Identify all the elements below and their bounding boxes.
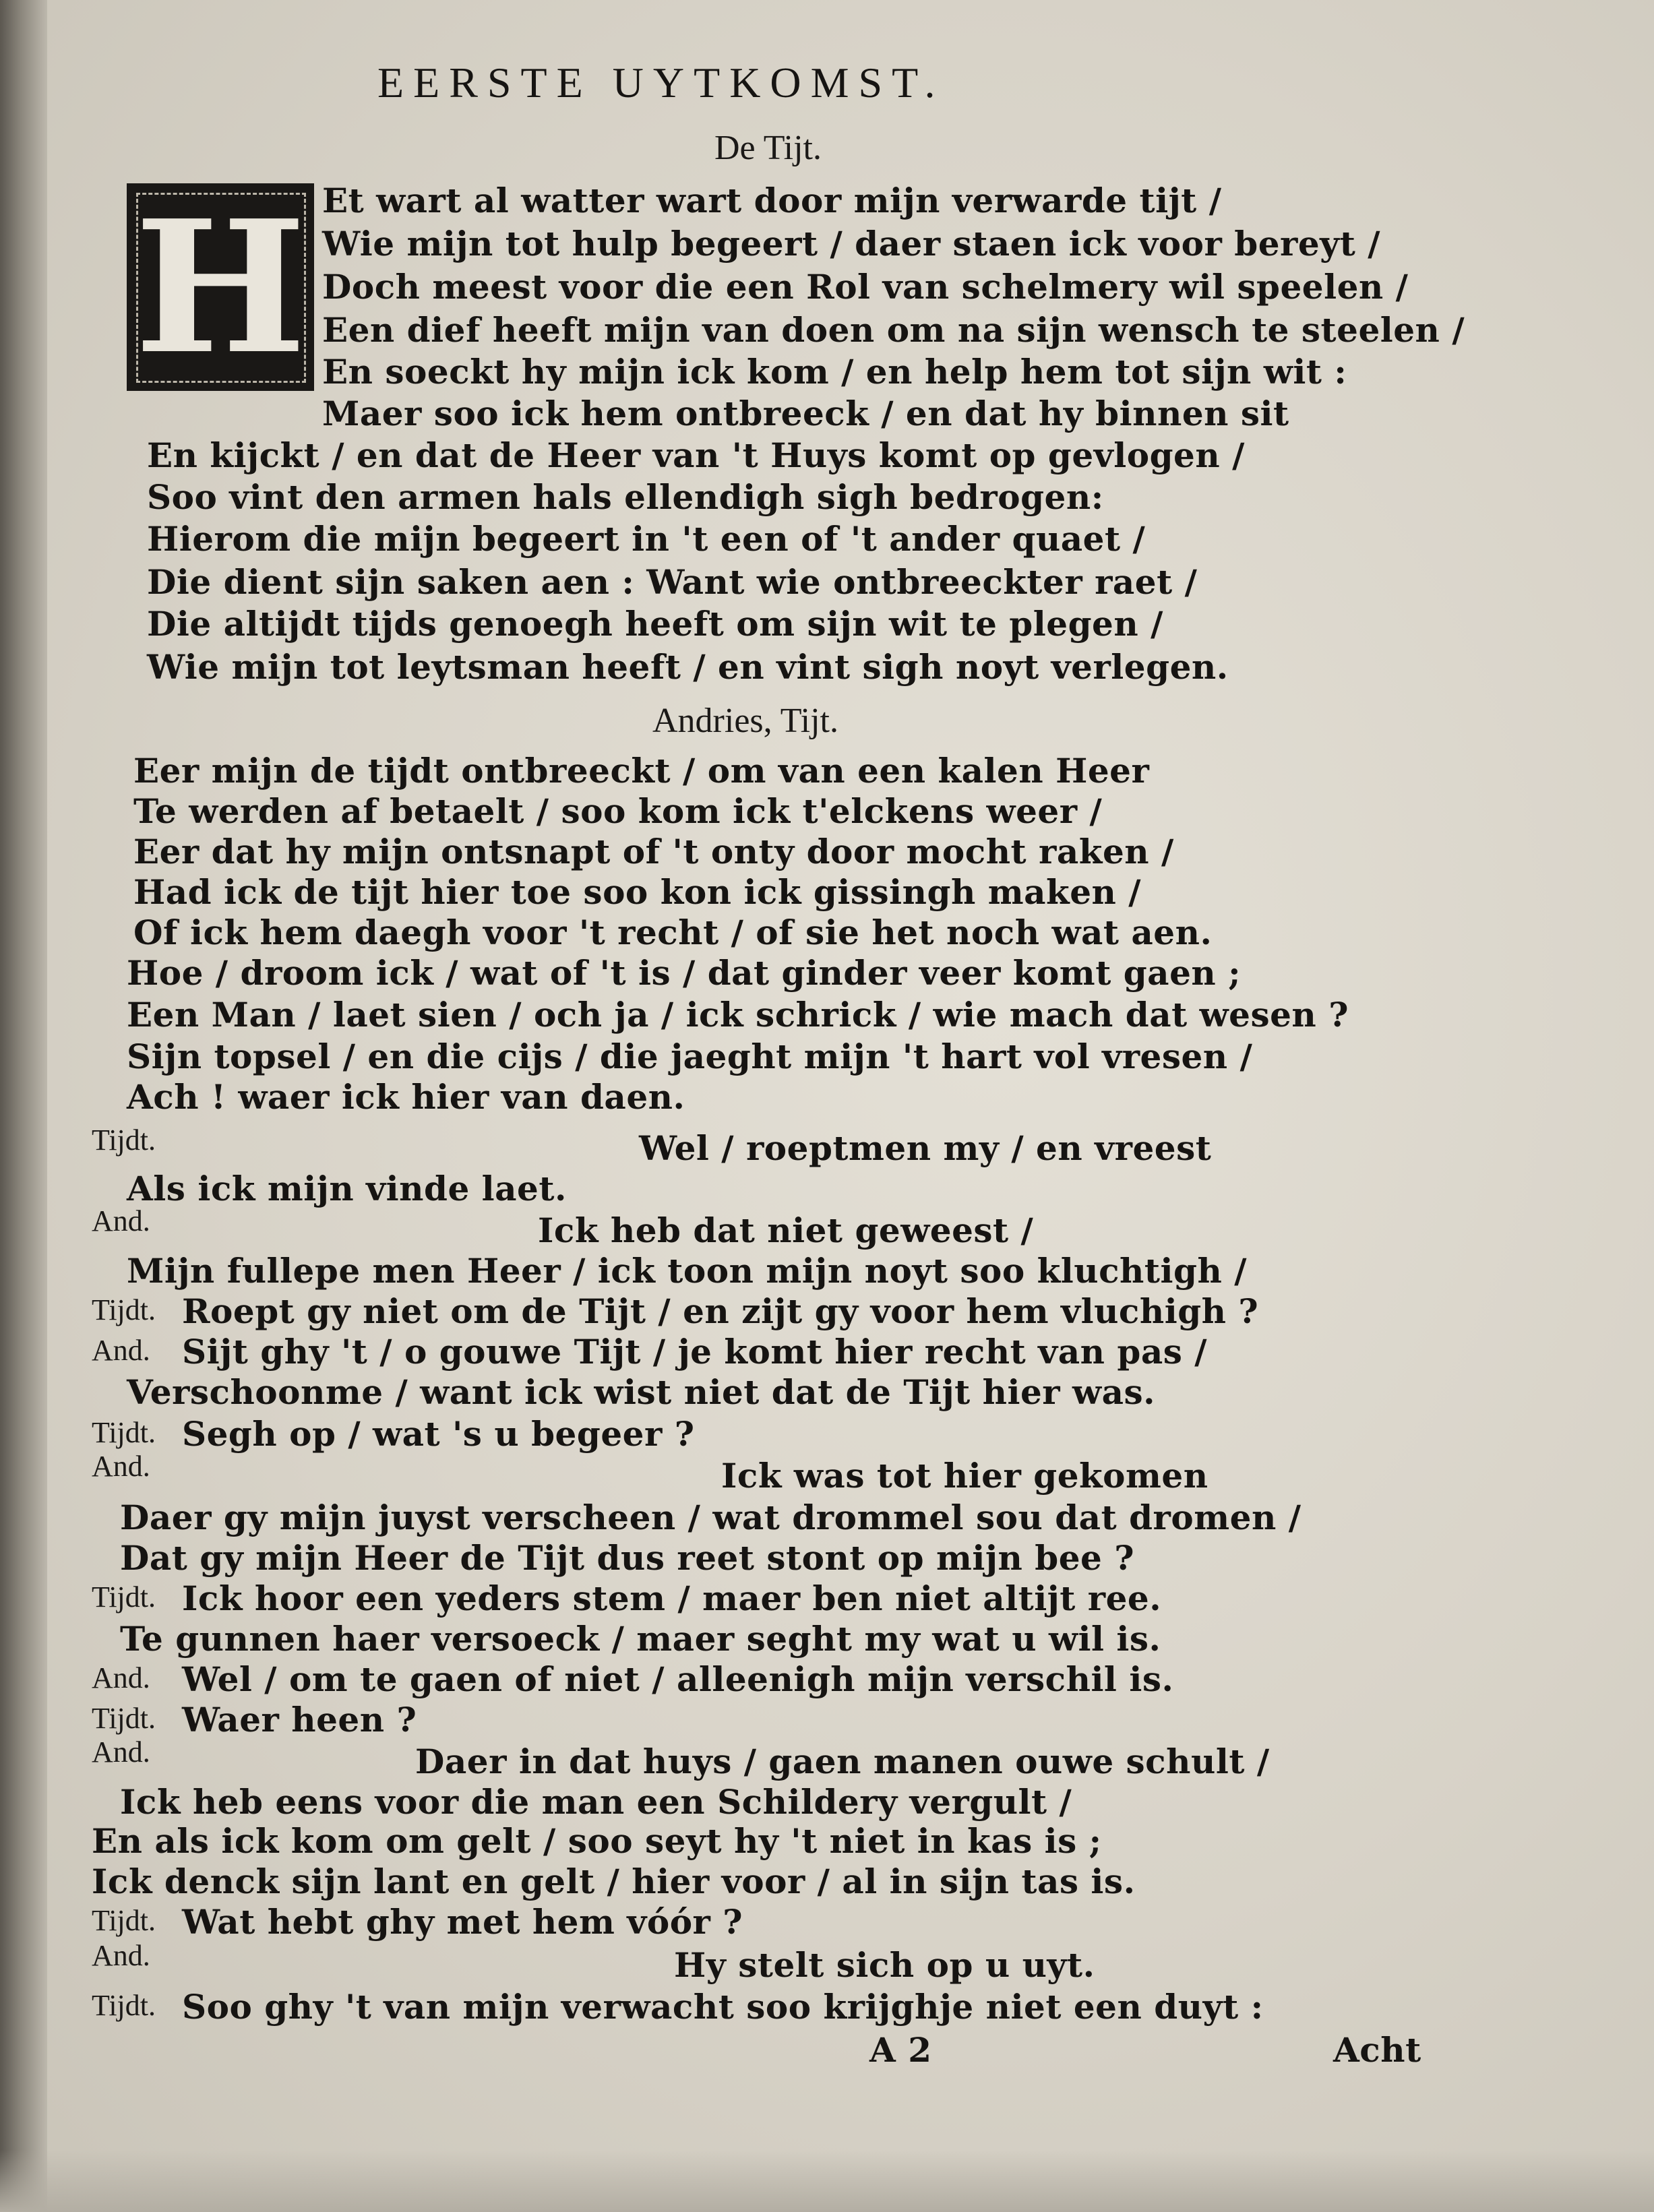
verse-line: Die altijdt tijds genoegh heeft om sijn wit te plegen /	[147, 604, 1163, 644]
verse-line: Et wart al watter wart door mijn verwarde tijt /	[322, 181, 1222, 220]
speaker-label: Tijdt.	[92, 1124, 156, 1157]
verse-line: Eer mijn de tijdt ontbreeckt / om van een kalen Heer	[133, 751, 1150, 791]
verse-line: Had ick de tijt hier toe soo kon ick gissingh maken /	[133, 872, 1142, 912]
verse-line: Mijn fullepe men Heer / ick toon mijn noyt soo kluchtigh /	[127, 1251, 1247, 1291]
verse-line: En soeckt hy mijn ick kom / en help hem tot sijn wit :	[322, 352, 1347, 392]
verse-line: Doch meest voor die een Rol van schelmery wil speelen /	[322, 267, 1409, 307]
verse-line: Soo ghy 't van mijn verwacht soo krijghje niet een duyt :	[182, 1987, 1264, 2027]
verse-line: Dat gy mijn Heer de Tijt dus reet stont op mijn bee ?	[120, 1538, 1135, 1578]
running-head: EERSTE UYTKOMST.	[377, 59, 945, 106]
verse-line: En kijckt / en dat de Heer van 't Huys komt op gevlogen /	[147, 435, 1245, 475]
verse-line: Ach ! waer ick hier van daen.	[127, 1077, 685, 1117]
speaker-label: Tijdt.	[92, 1989, 156, 2022]
speaker-label: Tijdt.	[92, 1580, 156, 1614]
speaker-label: And.	[92, 1939, 150, 1972]
verse-line: Ick hoor een yeders stem / maer ben niet altijt ree.	[182, 1578, 1162, 1618]
catchword: Acht	[1333, 2030, 1421, 2070]
verse-line: Daer gy mijn juyst verscheen / wat drommel sou dat dromen /	[120, 1498, 1301, 1537]
drop-cap-ornament	[127, 180, 314, 394]
verse-line: Of ick hem daegh voor 't recht / of sie het noch wat aen.	[133, 913, 1213, 952]
speaker-label: And.	[92, 1661, 150, 1694]
section-heading-de-tijt: De Tijt.	[714, 129, 822, 167]
verse-line: Hierom die mijn begeert in 't een of 't ander quaet /	[147, 519, 1146, 559]
verse-line: Sijt ghy 't / o gouwe Tijt / je komt hier recht van pas /	[182, 1332, 1208, 1372]
verse-line: Ick denck sijn lant en gelt / hier voor / al in sijn tas is.	[92, 1862, 1136, 1901]
verse-line: Maer soo ick hem ontbreeck / en dat hy binnen sit	[322, 394, 1289, 433]
speaker-label: Tijdt.	[92, 1293, 156, 1326]
speaker-label: Tijdt.	[92, 1904, 156, 1937]
verse-line: Wie mijn tot hulp begeert / daer staen ick voor bereyt /	[322, 224, 1380, 264]
verse-line: Soo vint den armen hals ellendigh sigh bedrogen:	[147, 477, 1104, 517]
verse-line: Hy stelt sich op u uyt.	[674, 1945, 1095, 1985]
speaker-label: And.	[92, 1204, 150, 1237]
verse-line: Wel / om te gaen of niet / alleenigh mijn verschil is.	[182, 1659, 1174, 1699]
speaker-label: Tijdt.	[92, 1416, 156, 1449]
verse-line: Een dief heeft mijn van doen om na sijn wensch te steelen /	[322, 310, 1465, 350]
speaker-label: Tijdt.	[92, 1702, 156, 1735]
verse-line: Wie mijn tot leytsman heeft / en vint sigh noyt verlegen.	[147, 647, 1229, 687]
verse-line: Ick heb dat niet geweest /	[538, 1210, 1034, 1250]
verse-line: Waer heen ?	[182, 1700, 417, 1740]
verse-line: Segh op / wat 's u begeer ?	[182, 1414, 695, 1454]
verse-line: Ick was tot hier gekomen	[721, 1456, 1208, 1496]
verse-line: Wel / roeptmen my / en vreest	[639, 1128, 1212, 1168]
verse-line: Roept gy niet om de Tijt / en zijt gy voor hem vluchigh ?	[182, 1291, 1259, 1331]
verse-line: Ick heb eens voor die man een Schildery vergult /	[120, 1782, 1072, 1822]
drop-cap-letter: H	[134, 180, 307, 394]
signature-mark: A 2	[869, 2030, 932, 2070]
verse-line: Hoe / droom ick / wat of 't is / dat ginder veer komt gaen ;	[127, 953, 1242, 993]
speaker-label: And.	[92, 1450, 150, 1483]
speaker-label: And.	[92, 1334, 150, 1367]
verse-line: Die dient sijn saken aen : Want wie ontbreeckter raet /	[147, 562, 1198, 602]
verse-line: Te werden af betaelt / soo kom ick t'elckens weer /	[133, 791, 1103, 831]
book-gutter	[0, 0, 47, 2212]
verse-line: Een Man / laet sien / och ja / ick schrick / wie mach dat wesen ?	[127, 995, 1349, 1035]
verse-line: Wat hebt ghy met hem vóór ?	[182, 1902, 743, 1942]
section-heading-andries-tijt: Andries, Tijt.	[652, 702, 838, 740]
page-shadow	[0, 2150, 1654, 2212]
verse-line: Als ick mijn vinde laet.	[127, 1169, 567, 1208]
verse-line: Eer dat hy mijn ontsnapt of 't onty door mocht raken /	[133, 832, 1174, 871]
speaker-label: And.	[92, 1735, 150, 1769]
verse-line: Sijn topsel / en die cijs / die jaeght mijn 't hart vol vresen /	[127, 1037, 1253, 1076]
verse-line: En als ick kom om gelt / soo seyt hy 't niet in kas is ;	[92, 1821, 1102, 1861]
verse-line: Daer in dat huys / gaen manen ouwe schult /	[415, 1742, 1270, 1781]
verse-line: Verschoonme / want ick wist niet dat de Tijt hier was.	[127, 1372, 1156, 1412]
verse-line: Te gunnen haer versoeck / maer seght my wat u wil is.	[120, 1619, 1161, 1659]
